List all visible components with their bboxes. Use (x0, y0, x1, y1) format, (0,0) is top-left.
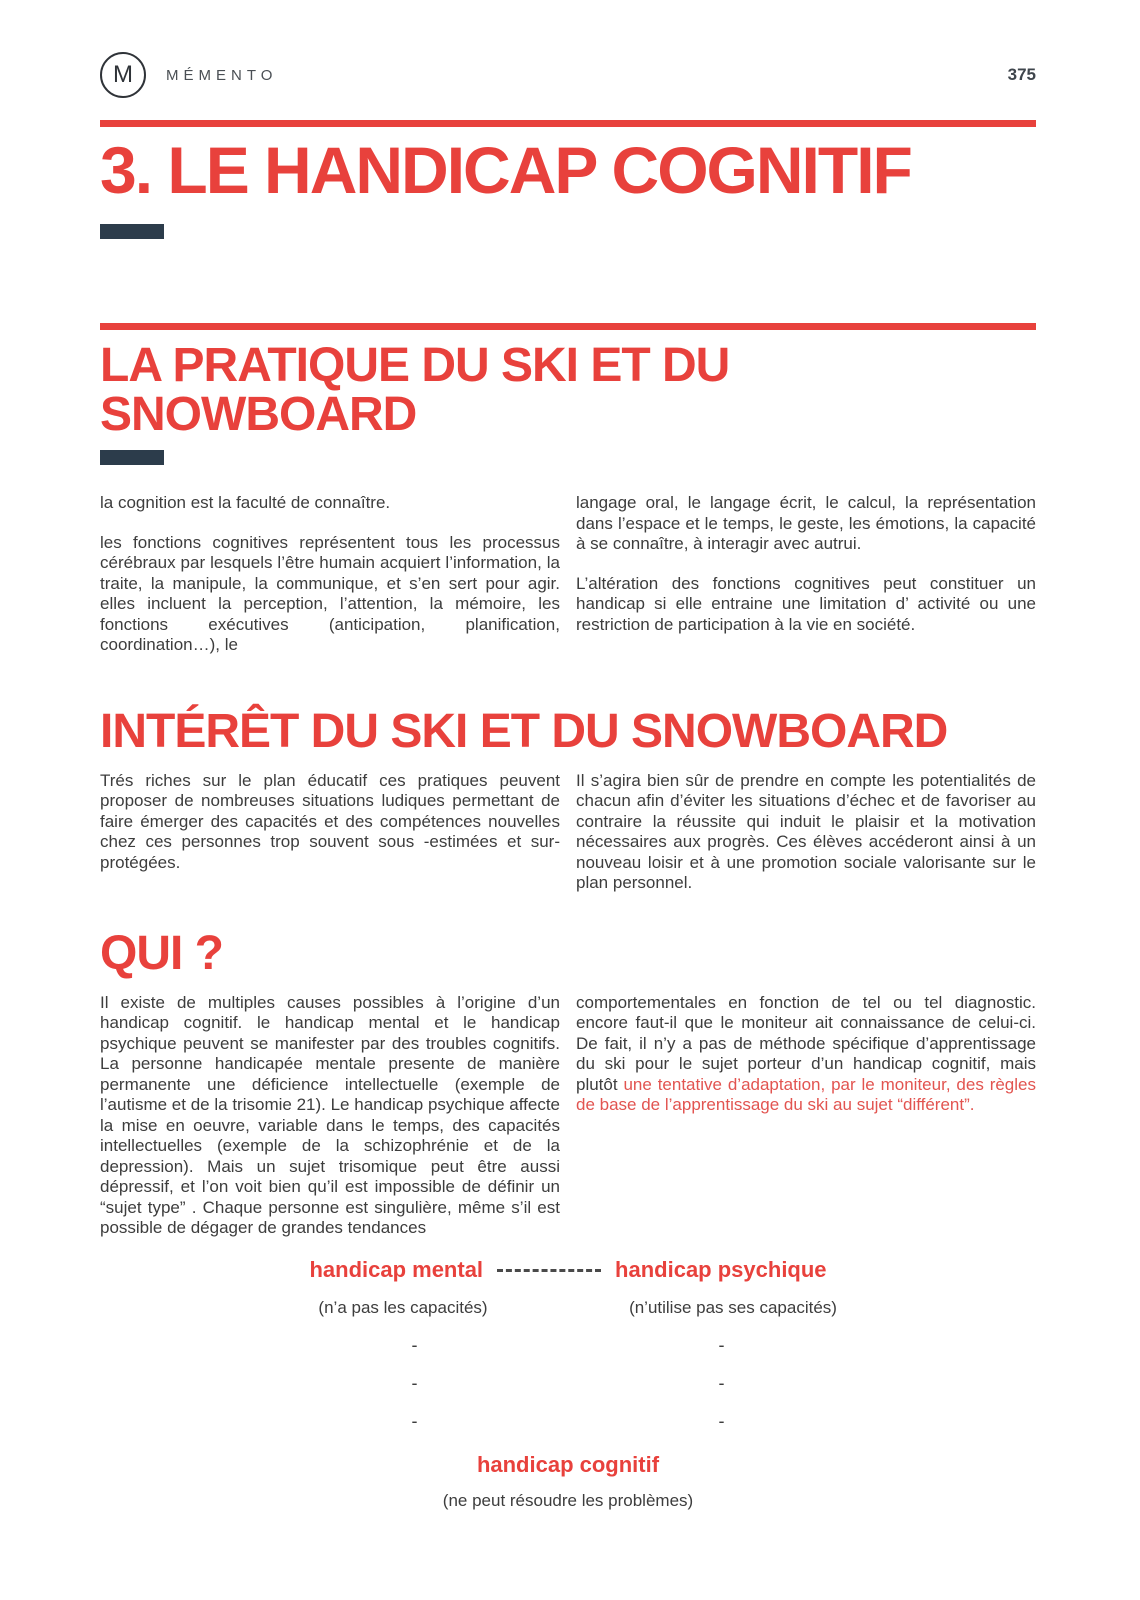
paragraph: les fonctions cognitives représentent tous les processus cérébraux par lesquels l’être humain acquiert l’information, la traite, la manipule, la communique, et s’en sert pour agir. elles incluent la perception, l’attention, la mémoire, les fonctions exécutives (anticipation, planification, coordination…), le (100, 532, 560, 655)
section-tick (100, 450, 164, 465)
qui-col-right (576, 993, 1036, 1239)
diagram-dash-grid (261, 1335, 875, 1432)
section-title-pratique: LA PRATIQUE DU SKI ET DU SNOWBOARD (100, 339, 730, 442)
qui-col-left (100, 993, 560, 1239)
interet-col-right (576, 771, 1036, 894)
dash-item: - (411, 1410, 418, 1431)
diagram-sub-mental: (n’a pas les capacités) (318, 1297, 488, 1317)
dash-item: - (718, 1372, 725, 1393)
dash-item: - (411, 1334, 418, 1355)
interet-body (100, 771, 1036, 894)
qui-body (100, 993, 1036, 1239)
pratique-col-left (100, 493, 560, 656)
dash-item: - (718, 1334, 725, 1355)
paragraph: Il s’agira bien sûr de prendre en compte les potentialités de chacun afin d’éviter les situations d’échec et de favoriser au contraire la réussite qui induit le plaisir et la motivation nécessaires aux progrès. Ces élèves accéderont ainsi à un nouveau loisir et à une promotion sociale valorisante sur le plan personnel. (576, 770, 1036, 893)
diagram-sub-cognitif: (ne peut résoudre les problèmes) (442, 1490, 694, 1510)
brand-name: MÉMENTO (166, 66, 278, 84)
pratique-col-right (576, 493, 1036, 656)
chapter-rule (100, 120, 1036, 127)
paragraph: Trés riches sur le plan éducatif ces pratiques peuvent proposer de nombreuses situations ludiques permettant de faire émerger des capacités et des compétences nouvelles chez ces personnes trop souvent sous -estimées et sur-protégées. (100, 770, 560, 872)
interet-col-left (100, 771, 560, 894)
paragraph: la cognition est la faculté de connaître. (100, 493, 391, 513)
section-title-qui: QUI ? (100, 926, 223, 980)
diagram-label-mental: handicap mental (309, 1256, 484, 1282)
paragraph-normal-run: comportementales en fonction de tel ou tel diagnostic. encore faut-il que le moniteur ait connaissance de celui-ci. De fait, il n’y a pas de méthode spécifique d’apprentissage du ski pour le sujet porteur d’un handicap cognitif, mais plutôt (576, 992, 1036, 1094)
diagram-top-row (100, 1257, 1036, 1283)
paragraph (576, 993, 1036, 1116)
diagram-label-cognitif: handicap cognitif (476, 1451, 660, 1477)
logo-letter: M (113, 61, 133, 88)
paragraph: Il existe de multiples causes possibles à l’origine d’un handicap cognitif. le handicap mental et le handicap psychique peuvent se manifester par des troubles cognitifs. La personne handicapée mentale presente de manière permanente une déficience intellectuelle (exemple de l’autisme et de la trisomie 21). Le handicap psychique affecte la mise en oeuvre, variable dans le temps, des capacités intellectuelles (exemple de la schizophrénie et de la depression). Mais un sujet trisomique peut être aussi dépressif, et l’on voit bien qu’il est impossible de définir un “sujet type” . Chaque personne est singulière, même s’il est possible de dégager de grandes tendances (100, 992, 560, 1238)
dashed-connector (497, 1269, 601, 1272)
memento-logo-icon (100, 52, 146, 98)
section-title-interet: INTÉRÊT DU SKI ET DU SNOWBOARD (100, 704, 948, 758)
chapter-title: 3. LE HANDICAP COGNITIF (100, 133, 911, 207)
page-header (100, 0, 1036, 98)
paragraph: langage oral, le langage écrit, le calcul, la représentation dans l’espace et le temps, le geste, les émotions, la capacité à se connaître, à interagir avec autrui. (576, 493, 1036, 554)
section-rule (100, 323, 1036, 330)
chapter-tick (100, 224, 164, 239)
diagram-sub-psychique: (n’utilise pas ses capacités) (629, 1297, 837, 1317)
paragraph: L’altération des fonctions cognitives peut constituer un handicap si elle entraine une limitation d’ activité ou une restriction de participation à la vie en société. (576, 573, 1036, 634)
dash-item: - (718, 1410, 725, 1431)
diagram-label-psychique: handicap psychique (615, 1256, 827, 1282)
diagram-sub-row (238, 1298, 898, 1318)
pratique-body (100, 493, 1036, 656)
handicap-diagram (100, 1257, 1036, 1511)
page-number: 375 (1007, 65, 1036, 84)
dash-item: - (411, 1372, 418, 1393)
paragraph-red-run: une tentative d’adaptation, par le moniteur, des règles de base de l’apprentissage du ski au sujet “différent”. (576, 1074, 1036, 1115)
